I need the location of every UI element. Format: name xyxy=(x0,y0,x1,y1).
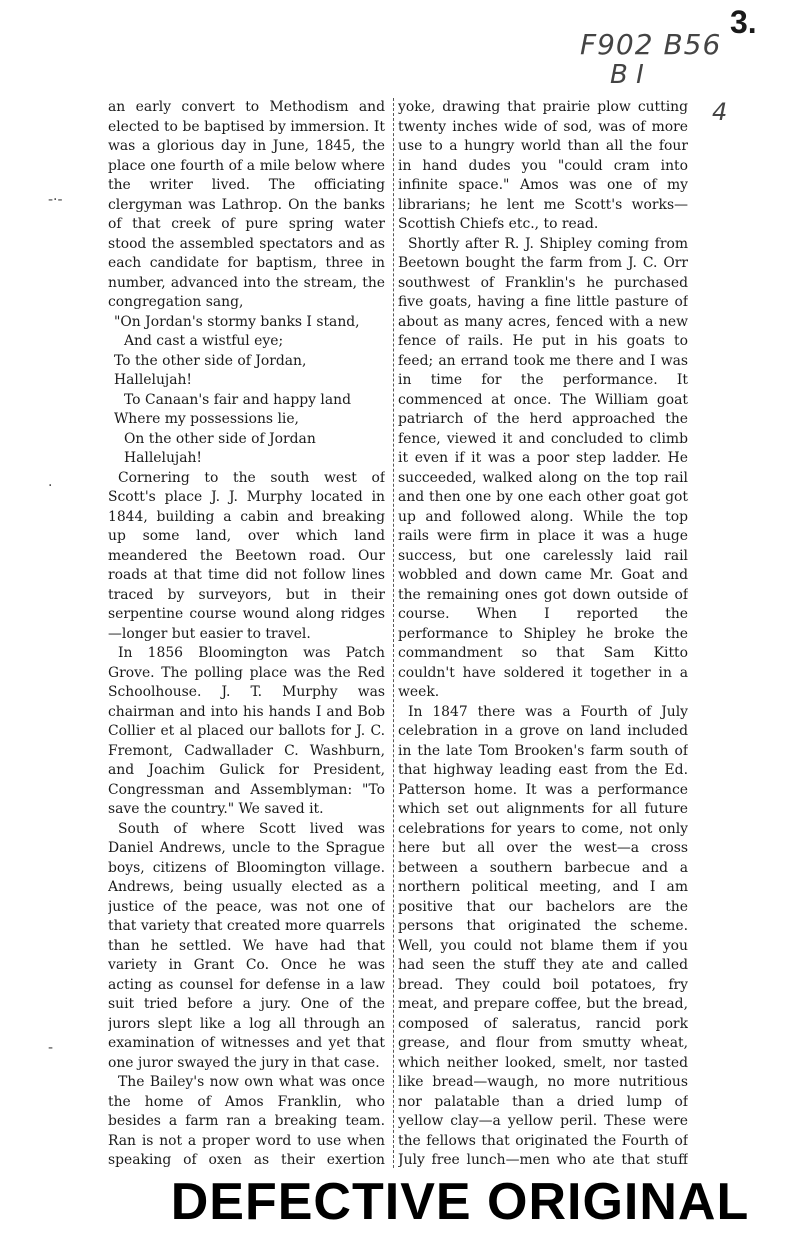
page-number: 3. xyxy=(730,4,757,40)
margin-tick: - xyxy=(48,1040,54,1056)
paragraph: yoke, drawing that prairie plow cutting twenty inches wide of sod, was of more use to a hungry world than all the four in hand dudes you "could cram into infinite space." Amos was one of my librarians; he lent me Scott's works—Scottish Chiefs etc., to read. xyxy=(398,99,688,232)
paragraph: Cornering to the south west of Scott's place J. J. Murphy located in 1844, building a cabin and breaking up some land, over which land meandered the Beetown road. Our roads at that time did not follow lines traced by surveyors, but in their serpentine course wound along ridges—longer but easier to travel. xyxy=(108,469,385,642)
paragraph: South of where Scott lived was Daniel Andrews, uncle to the Sprague boys, citizens of Bloomington village. Andrews, being usually elected as a justice of the peace, was not one of that variety that created more quarrels than he settled. We have had that variety in Grant Co. Once he was acting as counsel for defense in a law suit tried before a jury. One of the jurors slept like a log all through an examination of witnesses and yet that one juror swayed the jury in that case. xyxy=(108,820,385,1071)
margin-tick: · xyxy=(48,478,53,494)
paragraph: In 1847 there was a Fourth of July celebration in a grove on land included in the late Tom Brooken's farm south of that highway leading east from the Ed. Patterson home. It was a performance which set out alignments for all future celebrations for years to come, not only here but all over the west—a cross between a southern barbecue and a northern political meeting, and I am positive that our bachelors are the persons that originated the scheme. Well, you could not blame them if you had seen the stuff they ate and called bread. They could boil potatoes, fry meat, and prepare coffee, but the bread, composed of saleratus, rancid pork grease, and flour from smutty wheat, which neither looked, smelt, nor tasted like bread—waugh, no more nutritious nor palatable than a dried lump of yellow clay—a yellow peril. These were the fellows that originated the Fourth of July free lunch—men who ate that stuff xyxy=(398,703,688,1168)
handwritten-margin-number: 4 xyxy=(712,98,728,126)
handwritten-initials: B I xyxy=(610,60,644,90)
verse-line: On the other side of Jordan Hallelujah! xyxy=(124,430,316,466)
handwritten-catalog-number: F902 B56 xyxy=(580,28,722,61)
verse-line: And cast a wistful eye; xyxy=(124,333,284,349)
verse-line: To the other side of Jordan, Hallelujah! xyxy=(114,352,307,388)
defective-original-stamp: DEFECTIVE ORIGINAL xyxy=(150,1173,770,1231)
verse-line: Where my possessions lie, xyxy=(114,411,299,427)
paragraph: The Bailey's now own what was once the home of Amos Franklin, who besides a farm ran a breaking team. Ran is not a proper word to use when speaking of oxen as their exertion xyxy=(108,1074,385,1168)
column-divider xyxy=(393,98,394,1168)
verse-line: To Canaan's fair and happy land xyxy=(124,391,351,408)
verse-line: "On Jordan's stormy banks I stand, xyxy=(114,313,360,330)
left-column xyxy=(108,98,385,1168)
paragraph: Shortly after R. J. Shipley coming from Beetown bought the farm from J. C. Orr southwest of Franklin's he purchased five goats, having a fine little pasture of about as many acres, fenced with a new fence of rails. He put in his goats to feed; an errand took me there and I was in time for the performance. It commenced at once. The William goat patriarch of the herd approached the fence, viewed it and concluded to climb it even if it was a poor step ladder. He succeeded, walked along on the top rail and then one by one each other goat got up and followed along. While the top rails were firm in place it was a huge success, but one carelessly laid rail wobbled and down came Mr. Goat and the remaining ones got down outside of course. When I reported the performance to Shipley he broke the commandment so that Sam Kitto couldn't have soldered it together in a week. xyxy=(398,235,688,700)
margin-tick: -·- xyxy=(48,192,63,208)
right-column xyxy=(398,98,688,1168)
paragraph: an early convert to Methodism and elected to be baptised by immersion. It was a glorious day in June, 1845, the place one fourth of a mile below where the writer lived. The officiating clergyman was Lathrop. On the banks of that creek of pure spring water stood the assembled spectators and as each candidate for baptism, three in number, advanced into the stream, the congregation sang, xyxy=(108,99,385,310)
paragraph: In 1856 Bloomington was Patch Grove. The polling place was the Red Schoolhouse. J. T. Murphy was chairman and into his hands I and Bob Collier et al placed our ballots for J. C. Fremont, Cadwallader C. Washburn, and Joachim Gulick for President, Congressman and Assemblyman: "To save the country." We saved it. xyxy=(108,645,385,817)
